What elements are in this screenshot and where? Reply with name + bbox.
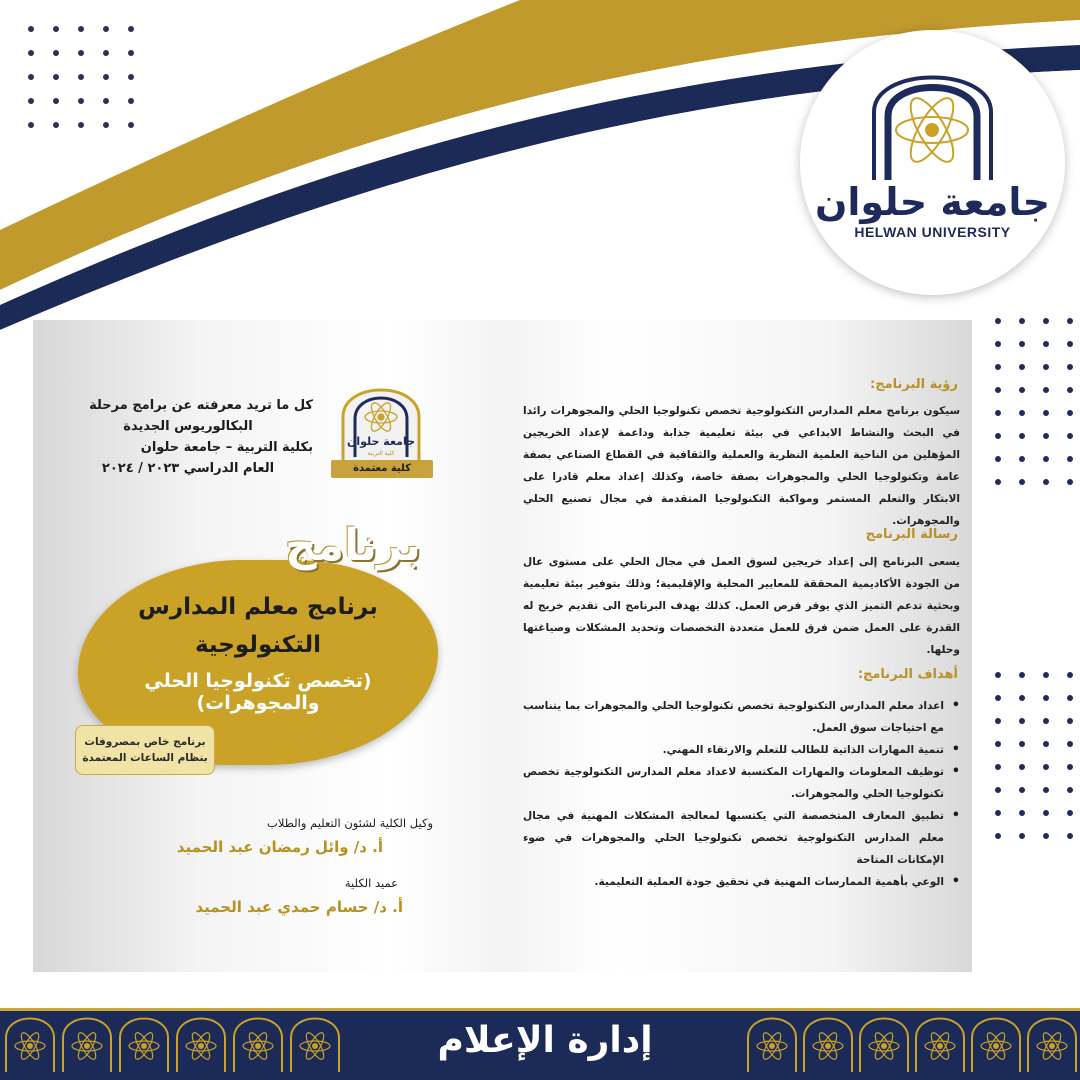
program-specialization: (تخصص تكنولوجيا الحلي والمجوهرات) bbox=[144, 670, 372, 714]
intro-line-2: البكالوريوس الجديدة bbox=[123, 419, 253, 434]
vision-text: سيكون برنامج معلم المدارس التكنولوجية تخصص تكنولوجيا الحلي والمجوهرات رائدا في البحث والنشاط الابداعي في بيئة تعليمية جذابة وداعمة لإعداد الخريجين المؤهلين من الناحية العلمية النظرية والعملية والثقافية في القطاع الصناعي بصفة عامة وتكنولوجيا الحلي والمجوهرات بصفة خاصة، وكذلك إعداد معلم قادرا على الابتكار والتعلم المستمر ومواكبة التكنولوجيا المتقدمة في مجال تصنيع الحلي والمجوهرات. bbox=[523, 405, 960, 527]
program-title bbox=[108, 588, 408, 664]
footer-bar bbox=[0, 1008, 1080, 1080]
goal-item: • تنمية المهارات الذاتية للطالب للتعلم والارتقاء المهني. bbox=[523, 739, 960, 761]
intro-line-4: العام الدراسي ٢٠٢٣ / ٢٠٢٤ bbox=[101, 461, 275, 476]
atom-motif-icon bbox=[177, 1019, 225, 1073]
goal-item: • تطبيق المعارف المتخصصة التي يكتسبها لمعالجة المشكلات المهنية في مجال معلم المدارس التكنولوجية تخصص تكنولوجيا الحلي والمجوهرات في ضوء الإمكانات المتاحة bbox=[523, 805, 960, 871]
atom-pattern-icon bbox=[0, 1016, 345, 1076]
university-logo bbox=[800, 30, 1065, 295]
credit-note-line-2: بنظام الساعات المعتمدة bbox=[82, 752, 208, 764]
logo-english-name: HELWAN UNIVERSITY bbox=[854, 224, 1011, 240]
mission-heading: رسالة البرنامج bbox=[865, 527, 958, 542]
atom-motif-icon bbox=[234, 1019, 282, 1073]
atom-motif-icon bbox=[860, 1019, 908, 1073]
atom-motif-icon bbox=[6, 1019, 54, 1073]
dot-pattern-right-lower bbox=[995, 672, 1073, 839]
intro-line-1: كل ما تريد معرفته عن برامج مرحلة bbox=[89, 398, 313, 413]
dean-name: أ. د/ حسام حمدي عبد الحميد bbox=[195, 898, 403, 916]
program-word-title: برنامج bbox=[285, 520, 421, 571]
goals-heading: أهداف البرنامج: bbox=[857, 667, 958, 682]
seal-faculty: كلية التربية bbox=[367, 450, 395, 457]
program-flyer bbox=[33, 320, 972, 972]
goal-item: • الوعي بأهمية الممارسات المهنية في تحقيق جودة العملية التعليمية. bbox=[523, 871, 960, 893]
vision-heading: رؤية البرنامج: bbox=[870, 377, 958, 392]
credit-hours-note bbox=[75, 725, 215, 775]
footer-gold-line bbox=[0, 1008, 1080, 1011]
vice-dean-role: وكيل الكلية لشئون التعليم والطلاب bbox=[267, 816, 433, 830]
dean-role: عميد الكلية bbox=[344, 876, 398, 890]
program-title-line-1: برنامج معلم المدارس bbox=[138, 594, 378, 620]
atom-motif-icon bbox=[916, 1019, 964, 1073]
dot-pattern-top-left bbox=[28, 26, 134, 128]
goal-item: • اعداد معلم المدارس التكنولوجية تخصص تكنولوجيا الحلي والمجوهرات بما يتناسب مع احتياجات سوق العمل. bbox=[523, 695, 960, 739]
atom-motif-icon bbox=[1028, 1019, 1076, 1073]
footer-title: إدارة الإعلام bbox=[437, 1020, 653, 1061]
flyer-intro bbox=[63, 395, 313, 479]
atom-arch-icon bbox=[840, 68, 1025, 188]
goals-list bbox=[523, 695, 960, 893]
goal-item: • توظيف المعلومات والمهارات المكتسبة لاعداد معلم المدارس التكنولوجية تخصص تكنولوجيا الحلي والمجوهرات. bbox=[523, 761, 960, 805]
accredited-badge: كلية معتمدة bbox=[331, 460, 433, 478]
atom-motif-icon bbox=[804, 1019, 852, 1073]
seal-name: جامعة حلوان bbox=[346, 435, 416, 448]
program-title-line-2: التكنولوجية bbox=[194, 632, 322, 658]
atom-pattern-icon bbox=[742, 1016, 1080, 1076]
atom-motif-icon bbox=[748, 1019, 796, 1073]
atom-motif-icon bbox=[972, 1019, 1020, 1073]
credit-note-line-1: برنامج خاص بمصروفات bbox=[84, 736, 206, 748]
intro-line-3: بكلية التربية – جامعة حلوان bbox=[140, 440, 313, 455]
vice-dean-name: أ. د/ وائل رمضان عبد الحميد bbox=[176, 838, 383, 856]
logo-arabic-name: جامعة حلوان bbox=[814, 180, 1051, 224]
dot-pattern-right-upper bbox=[995, 318, 1073, 485]
atom-motif-icon bbox=[291, 1019, 339, 1073]
atom-motif-icon bbox=[63, 1019, 111, 1073]
atom-motif-icon bbox=[120, 1019, 168, 1073]
mission-text: يسعى البرنامج إلى إعداد خريجين لسوق العمل في مجال الحلي على مستوى عال من الجودة الأكاديمية المحققة للمعايير المحلية والإقليمية؛ وذلك بتوفير بيئة تعليمية وبحثية تدعم التميز الذي يوفر فرص العمل. كذلك يهدف البرنامج الى تقديم خريج له القدرة على العمل ضمن فرق للعمل متعددة التخصصات وتحديد المشكلات وصياغتها وحلها. bbox=[523, 556, 960, 656]
